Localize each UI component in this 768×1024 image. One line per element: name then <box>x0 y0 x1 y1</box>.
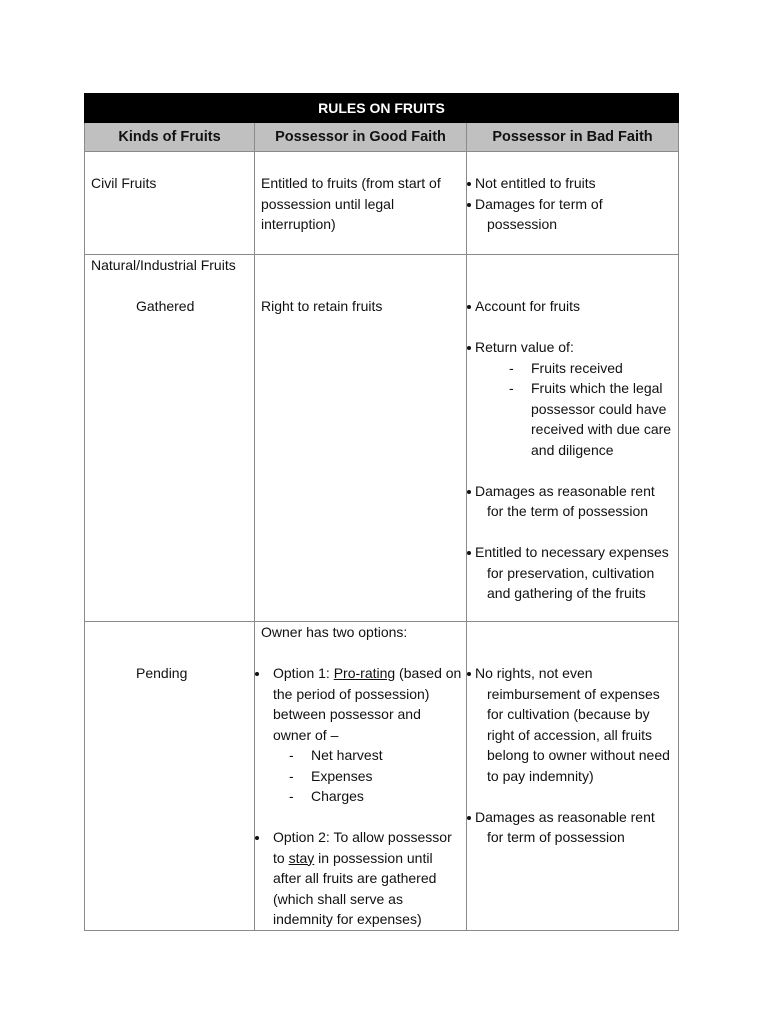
kind-label-pending: Pending <box>136 665 188 681</box>
kind-label-natural: Natural/Industrial Fruits <box>91 257 236 273</box>
list-item: Damages as reasonable rent for term of possession <box>467 807 674 848</box>
list-item: Entitled to necessary expenses for preservation, cultivation and gathering of the fruits <box>467 542 674 604</box>
cell-bad-faith <box>467 622 679 931</box>
owner-options-list <box>261 663 462 807</box>
option1-items <box>289 745 462 807</box>
cell-kind <box>85 152 255 255</box>
list-item: - Net harvest <box>289 747 383 763</box>
list-item: Option 2: To allow possessor to stay in possession until after all fruits are gathered (which shall serve as indemnity for expenses) <box>265 827 462 930</box>
list-item: No rights, not even reimbursement of expenses for cultivation (because by right of accession, all fruits belong to owner without need to pay indemnity) <box>467 663 674 786</box>
table-row-pending <box>85 622 679 931</box>
return-value-list <box>509 358 674 461</box>
good-faith-text: Entitled to fruits (from start of possession until legal interruption) <box>261 175 441 232</box>
rules-on-fruits-table <box>84 93 679 931</box>
header-good-faith: Possessor in Good Faith <box>255 123 467 152</box>
list-item: Not entitled to fruits <box>467 173 674 194</box>
table-title-row <box>85 94 679 123</box>
owner-options-intro: Owner has two options: <box>261 624 408 640</box>
cell-kind <box>85 622 255 931</box>
kind-label-gathered: Gathered <box>136 298 195 314</box>
bad-faith-list <box>467 173 674 235</box>
header-bad-faith: Possessor in Bad Faith <box>467 123 679 152</box>
cell-good-faith <box>255 622 467 931</box>
list-item: Damages as reasonable rent for the term of possession <box>467 481 674 522</box>
list-item: Damages for term of possession <box>467 194 674 235</box>
list-item: - Fruits which the legal possessor could have received with due care and diligence <box>509 380 672 458</box>
list-item: - Expenses <box>289 767 373 784</box>
list-item: Option 1: Pro-rating (based on the period of possession) between possessor and owner of – - Net harvest - Expenses - Charges <box>265 663 462 807</box>
table-row-gathered <box>85 255 679 622</box>
table-row-civil-fruits <box>85 152 679 255</box>
cell-bad-faith <box>467 152 679 255</box>
cell-bad-faith <box>467 255 679 622</box>
header-kinds-of-fruits: Kinds of Fruits <box>85 123 255 152</box>
bad-faith-list <box>467 296 674 317</box>
bad-faith-list <box>467 663 674 786</box>
table-title: RULES ON FRUITS <box>85 94 679 123</box>
cell-kind <box>85 255 255 622</box>
kind-label: Civil Fruits <box>91 175 157 191</box>
list-item: Account for fruits <box>467 296 674 317</box>
cell-good-faith <box>255 255 467 622</box>
list-item: - Charges <box>289 788 364 804</box>
cell-good-faith <box>255 152 467 255</box>
list-item: - Fruits received <box>509 359 623 376</box>
good-faith-text: Right to retain fruits <box>261 298 383 314</box>
document-page <box>84 93 678 931</box>
table-header-row <box>85 123 679 152</box>
list-item: Return value of: - Fruits received - Fruits which the legal possessor could have received with due care and diligence <box>467 337 674 460</box>
